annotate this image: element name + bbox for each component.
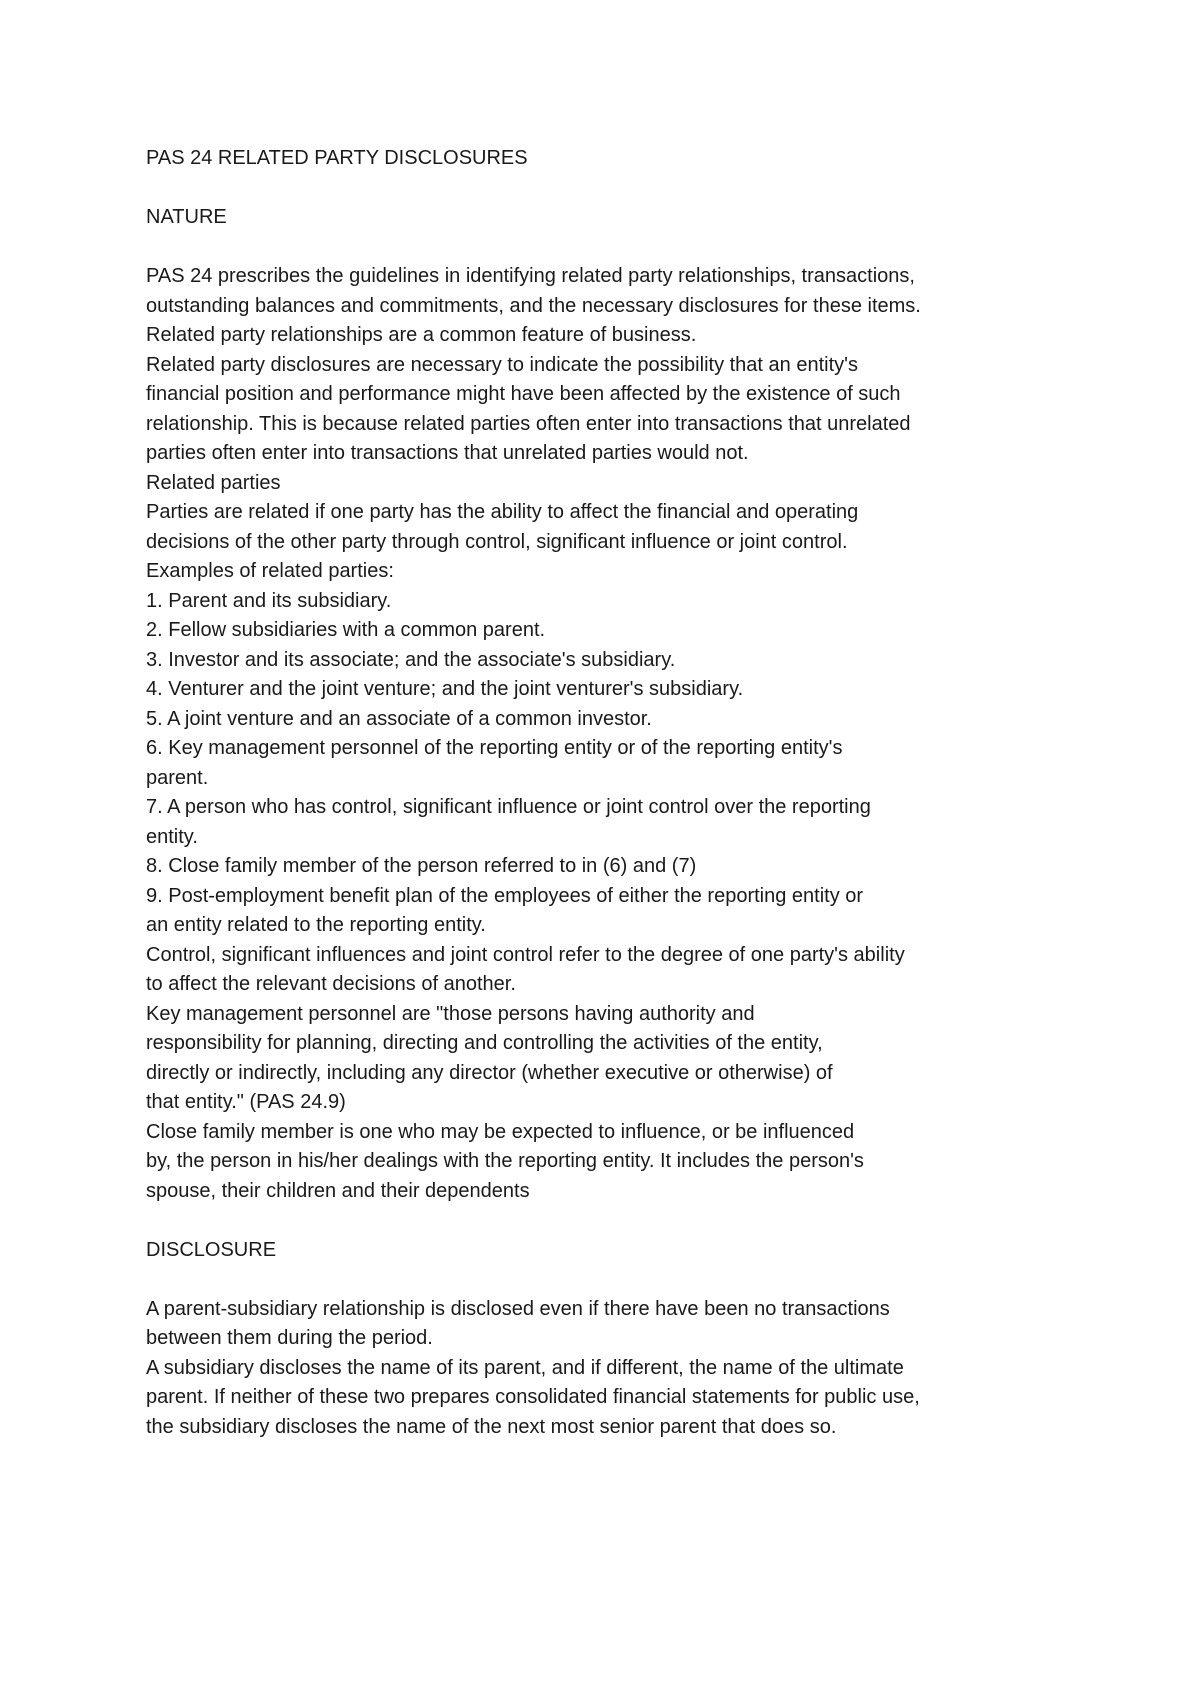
section-disclosure-body (146, 1295, 1046, 1443)
text-line: financial position and performance might have been affected by the existence of such (146, 383, 901, 405)
spacer (146, 174, 1046, 204)
section-nature-body (146, 262, 1046, 1206)
list-item: 5. A joint venture and an associate of a common investor. (146, 707, 652, 730)
list-item-continuation: parent. (146, 766, 209, 789)
list-item: 3. Investor and its associate; and the associate's subsidiary. (146, 648, 676, 671)
text-line: responsibility for planning, directing and controlling the activities of the entity, (146, 1032, 823, 1054)
text-line: Related party disclosures are necessary to indicate the possibility that an entity's (146, 353, 858, 376)
document-title: PAS 24 RELATED PARTY DISCLOSURES (146, 147, 528, 169)
list-item: 2. Fellow subsidiaries with a common parent. (146, 619, 546, 641)
text-line: Key management personnel are "those persons having authority and (146, 1002, 755, 1025)
list-item: 7. A person who has control, significant influence or joint control over the reporting (146, 796, 871, 818)
list-item: 6. Key management personnel of the reporting entity or of the reporting entity's (146, 737, 843, 759)
document-body (146, 144, 1046, 1442)
spacer (146, 1265, 1046, 1295)
text-line: relationship. This is because related parties often enter into transactions that unrelated (146, 412, 911, 435)
text-line: between them during the period. (146, 1327, 433, 1349)
text-line: by, the person in his/her dealings with the reporting entity. It includes the person's (146, 1150, 864, 1172)
text-line: directly or indirectly, including any director (whether executive or otherwise) of (146, 1061, 833, 1084)
list-item: 8. Close family member of the person referred to in (6) and (7) (146, 855, 697, 877)
section-heading-disclosure: DISCLOSURE (146, 1238, 277, 1261)
list-item: 1. Parent and its subsidiary. (146, 589, 392, 612)
spacer (146, 1206, 1046, 1236)
text-line: Close family member is one who may be expected to influence, or be influenced (146, 1120, 855, 1143)
text-line: that entity." (PAS 24.9) (146, 1091, 346, 1113)
text-line: Related party relationships are a common feature of business. (146, 324, 697, 346)
text-line: A subsidiary discloses the name of its parent, and if different, the name of the ultimate (146, 1356, 904, 1379)
text-line: Parties are related if one party has the ability to affect the financial and operating (146, 501, 859, 523)
text-line: to affect the relevant decisions of another. (146, 973, 516, 995)
subheading-related-parties: Related parties (146, 471, 281, 494)
text-line: spouse, their children and their dependents (146, 1179, 530, 1202)
section-heading-nature: NATURE (146, 206, 227, 228)
text-line: parties often enter into transactions that unrelated parties would not. (146, 442, 749, 464)
spacer (146, 233, 1046, 263)
text-line: A parent-subsidiary relationship is disclosed even if there have been no transactions (146, 1297, 890, 1320)
text-line: Examples of related parties: (146, 560, 394, 582)
list-item-continuation: entity. (146, 825, 198, 848)
text-line: parent. If neither of these two prepares consolidated financial statements for public use, (146, 1386, 920, 1408)
list-item: 4. Venturer and the joint venture; and the joint venturer's subsidiary. (146, 678, 744, 700)
text-line: decisions of the other party through control, significant influence or joint control. (146, 530, 848, 553)
text-line: Control, significant influences and joint control refer to the degree of one party's ability (146, 943, 905, 966)
list-item: 9. Post-employment benefit plan of the employees of either the reporting entity or (146, 884, 864, 907)
text-line: PAS 24 prescribes the guidelines in identifying related party relationships, transactions, (146, 265, 915, 287)
text-line: the subsidiary discloses the name of the next most senior parent that does so. (146, 1415, 837, 1438)
list-item-continuation: an entity related to the reporting entity. (146, 914, 486, 936)
text-line: outstanding balances and commitments, and the necessary disclosures for these items. (146, 294, 921, 317)
